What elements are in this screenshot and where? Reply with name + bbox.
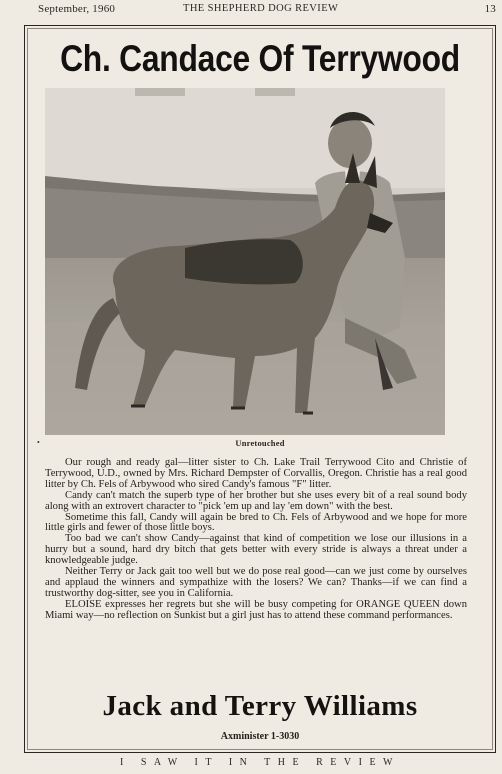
photo-caption: Unretouched xyxy=(235,438,285,448)
ad-body-text xyxy=(45,458,467,622)
bullet-mark: • xyxy=(37,438,40,447)
body-paragraph: ELOISE expresses her regrets but she will be busy competing for ORANGE QUEEN down Miami way—no reflection on Sunkist but a girl just has to attend these command performances. xyxy=(45,598,467,621)
body-paragraph: Our rough and ready gal—litter sister to Ch. Lake Trail Terrywood Cito and Christie of Terrywood, U.D., owned by Mrs. Richard Dempster of Corvallis, Oregon. Christie has a real good litter by Ch. Fels of Arbywood who sired Candy's famous "F" litter. xyxy=(45,457,467,490)
publication-name: THE SHEPHERD DOG REVIEW xyxy=(183,3,339,14)
body-paragraph: Neither Terry or Jack gait too well but we do pose real good—can we just come by ourselves and applaud the winners and sympathize with the losers? We can? Thanks—if we can find a trustworthy dog-sitter, see you in California. xyxy=(45,566,467,599)
advertisement-frame xyxy=(24,25,496,753)
page-number: 13 xyxy=(484,3,496,15)
phone-number: Axminister 1-3030 xyxy=(220,731,300,742)
body-paragraph: Too bad we can't show Candy—against that kind of competition we lose our illusions in a hurry but a sound, hard dry bitch that gets better with every stride is always a threat under a knowledgeable judge. xyxy=(45,533,467,567)
running-header xyxy=(38,3,496,19)
body-paragraph: Sometime this fall, Candy will again be bred to Ch. Fels of Arbywood and we hope for more little girls and fewer of those little boys. xyxy=(45,511,467,534)
ad-title: Ch. Candace Of Terrywood xyxy=(60,38,460,79)
dog-photo xyxy=(45,88,445,435)
issue-date: September, 1960 xyxy=(38,3,116,15)
footer-slogan: I SAW IT IN THE REVIEW xyxy=(119,757,400,768)
advertiser-signature: Jack and Terry Williams xyxy=(102,690,418,722)
photo-illustration xyxy=(45,88,445,435)
body-paragraph: Candy can't match the superb type of her brother but she uses every bit of a real sound body along with an extrovert character to "pick 'em up and lay 'em down" with the best. xyxy=(45,489,467,512)
